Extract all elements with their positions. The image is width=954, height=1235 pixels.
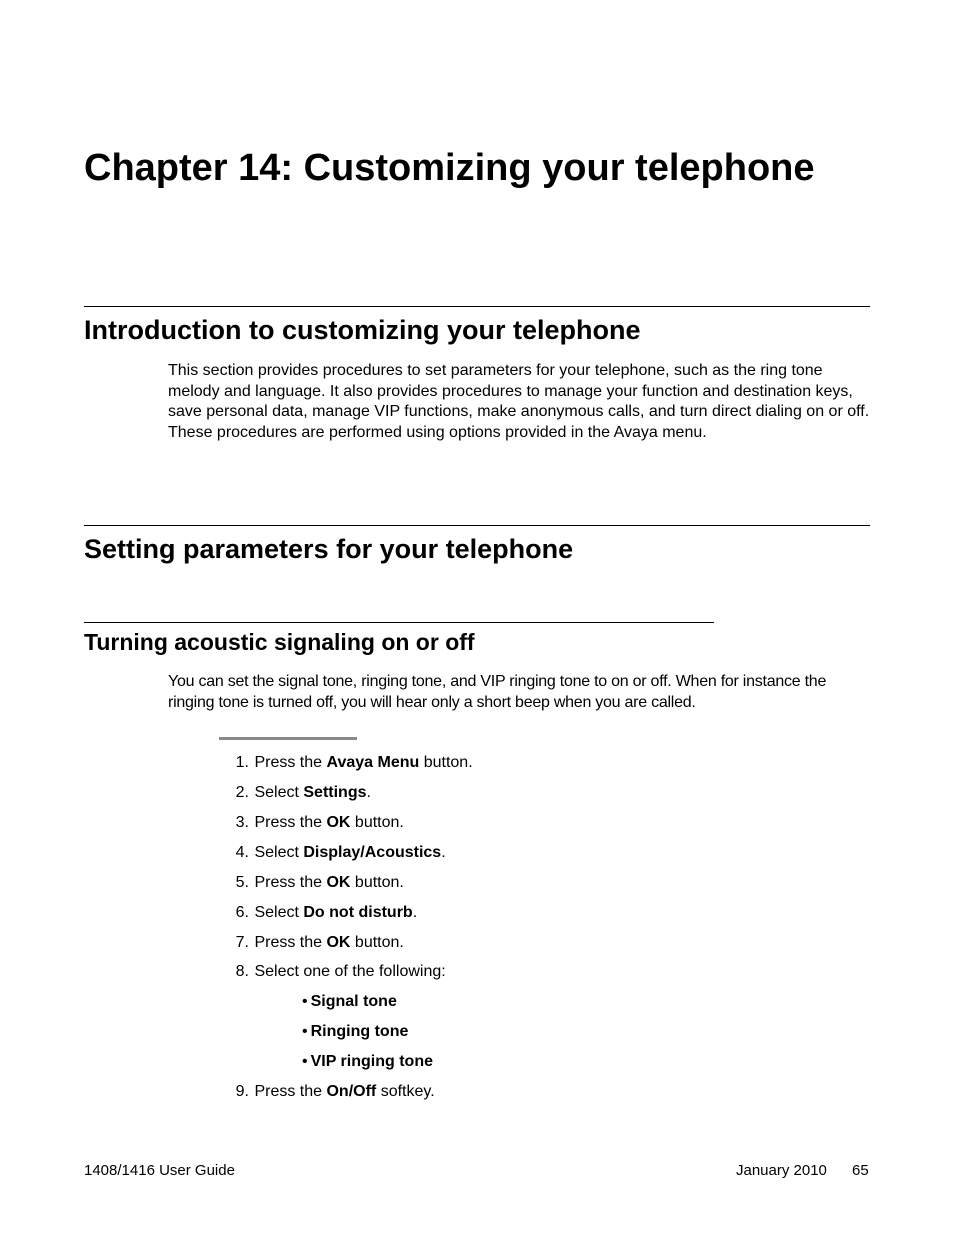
section-divider	[84, 525, 870, 526]
step-item: 8. Select one of the following:	[235, 963, 446, 980]
footer-date: January 2010	[736, 1162, 827, 1179]
section-heading-setting-parameters: Setting parameters for your telephone	[84, 534, 574, 564]
step-item: 9. Press the On/Off softkey.	[235, 1083, 435, 1100]
option-item-ringing-tone: • Ringing tone	[302, 1023, 409, 1040]
footer-document-title: 1408/1416 User Guide	[84, 1162, 235, 1179]
step-item: 5. Press the OK button.	[235, 874, 404, 891]
step-item: 6. Select Do not disturb.	[235, 904, 418, 921]
section-heading-introduction: Introduction to customizing your telephone	[84, 315, 641, 345]
option-item-vip-ringing-tone: • VIP ringing tone	[302, 1053, 433, 1070]
chapter-title: Chapter 14: Customizing your telephone	[84, 147, 815, 189]
step-item: 3. Press the OK button.	[235, 814, 404, 831]
step-item: 4. Select Display/Acoustics.	[235, 844, 446, 861]
acoustic-paragraph: You can set the signal tone, ringing tone, and VIP ringing tone to on or off. When for instance the ringing tone is turned off, you will hear only a short beep when you are called.	[168, 673, 827, 711]
section-divider	[84, 306, 870, 307]
footer-page-number: 65	[852, 1162, 869, 1179]
step-item: 2. Select Settings.	[235, 784, 371, 801]
option-item-signal-tone: • Signal tone	[302, 993, 397, 1010]
step-item: 1. Press the Avaya Menu button.	[235, 754, 473, 771]
subsection-divider	[84, 622, 714, 623]
subsection-heading-acoustic-signaling: Turning acoustic signaling on or off	[84, 629, 475, 655]
step-item: 7. Press the OK button.	[235, 934, 404, 951]
intro-paragraph: This section provides procedures to set parameters for your telephone, such as the ring tone melody and language. It also provides procedures to manage your function and destination keys, save personal data, manage VIP functions, make anonymous calls, and turn direct dialing on or off. These procedures are performed using options provided in the Avaya menu.	[168, 362, 870, 441]
procedure-rule	[219, 737, 357, 740]
